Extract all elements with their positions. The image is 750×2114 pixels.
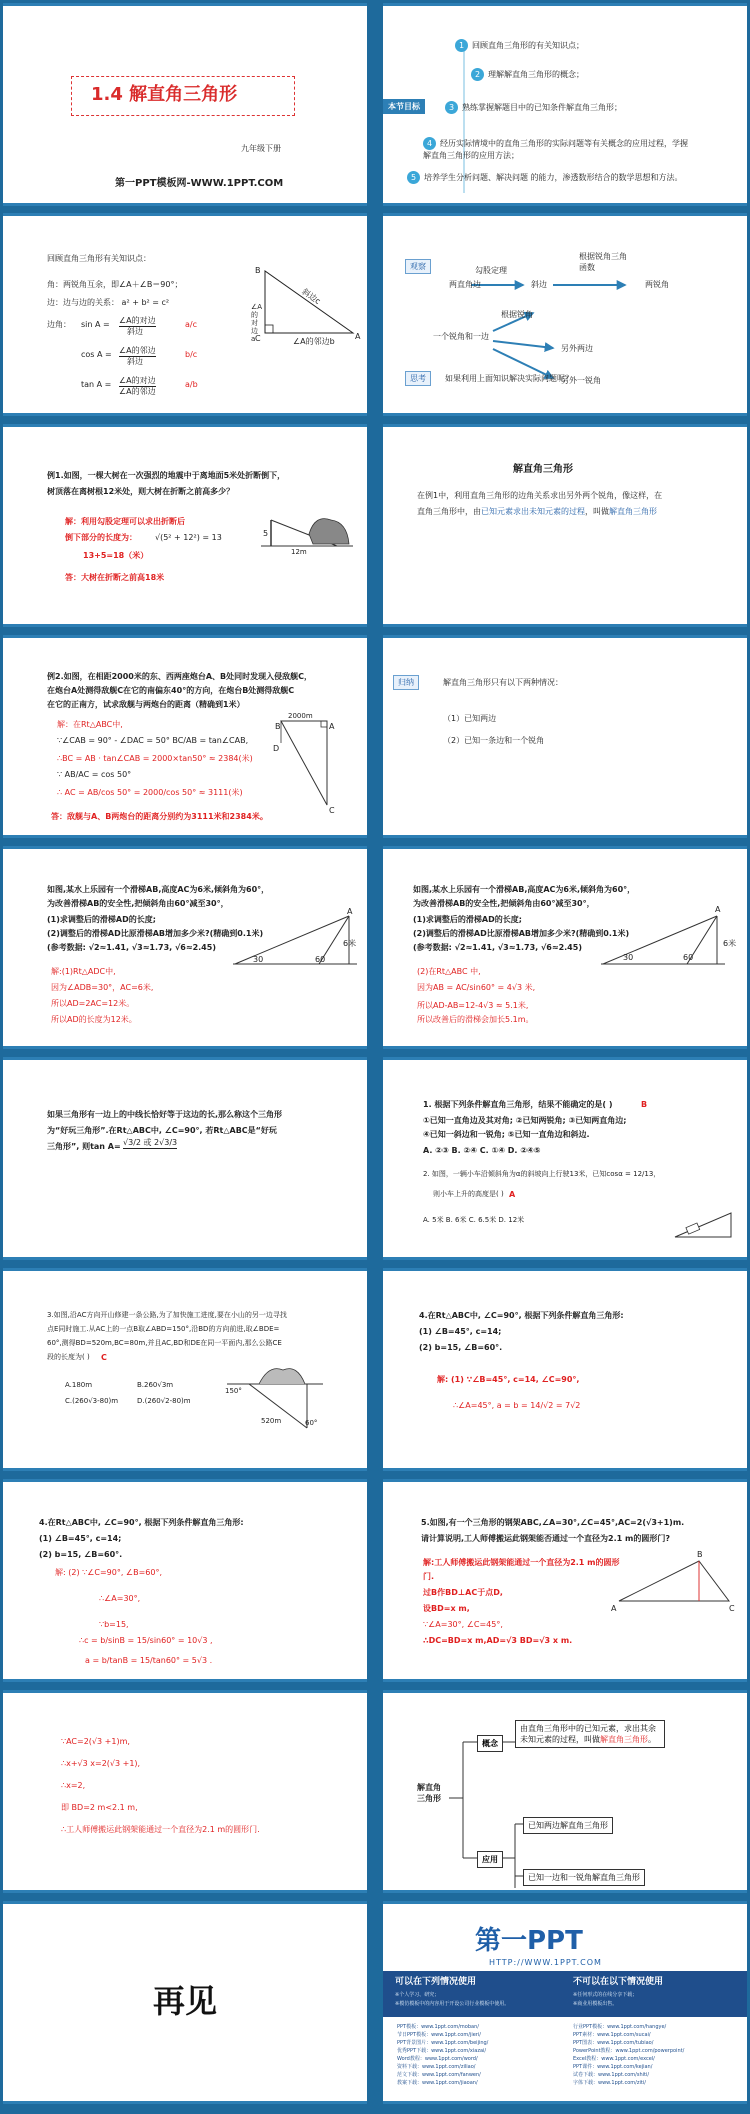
q4b-sol2: ∴∠A=30°, <box>99 1594 141 1603</box>
q1-stem: 1. 根据下列条件解直角三角形，结果不能确定的是( ) <box>423 1100 613 1109</box>
slide-sol4: 所以改善后的滑梯会加长5.1m。 <box>417 1015 534 1024</box>
slide-8 <box>383 635 747 838</box>
summary-intro: 解直角三角形只有以下两种情况： <box>443 678 563 687</box>
resource-links-right <box>573 2023 743 2087</box>
q4-sol1: 解: (1) ∵∠B=45°, c=14, ∠C=90°, <box>437 1375 580 1384</box>
q4b-part1: (1) ∠B=45°, c=14; <box>39 1534 122 1543</box>
road-line2: 点E同时施工.从AC上的一点B取∠ABD=150°,沿BD的方向前进,取∠BDE= <box>47 1325 280 1333</box>
dist-520: 520m <box>261 1417 282 1425</box>
ex1-sol4: 13+5=18（米） <box>83 551 149 560</box>
angle-30: 30 <box>623 953 634 962</box>
resource-links-left <box>397 2023 557 2087</box>
ex2-line2: 在炮台A处测得敌舰C在它的南偏东40°的方向，在炮台B处测得敌舰C <box>47 686 295 695</box>
sin-label: sin A = <box>81 320 110 329</box>
resource-link[interactable]: 优秀PPT下载：www.1ppt.com/xiazai/ <box>397 2048 487 2054</box>
slide-15 <box>3 1479 367 1682</box>
q5-line1: 5.如图,有一个三角形的钢架ABC,∠A=30°,∠C=45°,AC=2(√3+1)m. <box>421 1518 685 1527</box>
ex2-line1: 例2.如图，在相距2000米的东、西两座炮台A、B处同时发现入侵敌舰C， <box>47 672 313 681</box>
slide-sol3: 所以AD=2AC=12米。 <box>51 999 135 1008</box>
goal-2: 2 理解解直角三角形的概念； <box>471 68 584 81</box>
tan-den: ∠A的邻边 <box>119 387 156 396</box>
q1-answer: B <box>641 1100 648 1109</box>
angle-30: 30 <box>253 955 264 964</box>
q4b-sol3: ∵b=15, <box>99 1620 129 1629</box>
q5-sol4: 设BD=x m, <box>423 1604 470 1613</box>
road-line4: 段的长度为( ) <box>47 1353 90 1361</box>
resource-link[interactable]: PPT素材：www.1ppt.com/sucai/ <box>573 2032 651 2038</box>
think-question: 如果利用上面知识解决实际问题呢？ <box>445 374 573 383</box>
slide-line2: 为改善滑梯AB的安全性,把倾斜角由60°减至30°， <box>47 899 229 908</box>
vertex-b: B <box>255 266 261 275</box>
label-hyp: 斜边c <box>300 286 323 307</box>
trig-label: 边角： <box>47 320 71 329</box>
q5c-sol1: ∵AC=2(√3 +1)m, <box>61 1737 130 1746</box>
side-relation: 边：边与边的关系： a² + b² = c² <box>47 298 170 307</box>
resource-link[interactable]: Word教程：www.1ppt.com/word/ <box>397 2056 478 2062</box>
slide-5 <box>3 424 367 627</box>
pt-a: A <box>611 1604 617 1613</box>
grade-label: 九年级下册 <box>241 144 281 153</box>
ex1-sol2: 倒下部分的长度为： <box>65 533 137 542</box>
cos-den: 斜边 <box>127 357 143 366</box>
pt-c: C <box>329 806 335 815</box>
cannot-item1: ※任何形式的在线分享下载； <box>573 1992 638 1998</box>
resource-link[interactable]: PPT图表：www.1ppt.com/tubiao/ <box>573 2040 654 2046</box>
summary-tag: 归纳 <box>393 675 419 690</box>
q4-part1: (1) ∠B=45°, c=14; <box>419 1327 502 1336</box>
pt-a: A <box>715 905 721 914</box>
resource-link[interactable]: PowerPoint教程：www.1ppt.com/powerpoint/ <box>573 2048 685 2054</box>
slide-11 <box>3 1057 367 1260</box>
slide-line1: 如图,某水上乐园有一个滑梯AB,高度AC为6米,倾斜角为60°， <box>413 885 636 894</box>
slide-line4: (2)调整后的滑梯AD比原滑梯AB增加多少米?(精确到0.1米) <box>413 929 630 938</box>
node-hyp: 斜边 <box>531 280 547 289</box>
q4-stem: 4.在Rt△ABC中, ∠C=90°, 根据下列条件解直角三角形: <box>419 1311 624 1320</box>
resource-link[interactable]: PPT背景图片：www.1ppt.com/beijing/ <box>397 2040 489 2046</box>
q5c-sol5: ∴工人师傅搬运此钢架能通过一个直径为2.1 m的圆形门. <box>61 1825 260 1834</box>
slide-12 <box>383 1057 747 1260</box>
resource-link[interactable]: PPT模板：www.1ppt.com/moban/ <box>397 2024 479 2030</box>
vertex-c: C <box>255 334 261 343</box>
think-tag: 思考 <box>405 371 431 386</box>
dim-5: 5 <box>263 529 269 538</box>
q4b-sol5: a = b/tanB = 15/tan60° = 5√3 . <box>85 1656 213 1665</box>
pt-c: C <box>729 1604 735 1613</box>
slope-figure <box>673 1207 733 1241</box>
ex1-sol1: 解：利用勾股定理可以求出折断后 <box>65 517 185 526</box>
pt-a: A <box>347 907 353 916</box>
farewell-text: 再见 <box>153 1982 218 2020</box>
sin-value: a/c <box>185 320 197 329</box>
resource-link[interactable]: 范文下载：www.1ppt.com/fanwen/ <box>397 2072 481 2078</box>
slide-3 <box>3 213 367 416</box>
angle-60: 60° <box>305 1419 318 1427</box>
slide-figure <box>599 910 729 970</box>
fun-line3: 三角形”, 则tan A= <box>47 1142 121 1151</box>
site-label: 第一PPT模板网-WWW.1PPT.COM <box>115 178 284 189</box>
dim-12: 12m <box>291 548 307 556</box>
slide-sol2: 因为AB = AC/sin60° = 4√3 米, <box>417 983 536 992</box>
node-by-angle: 根据锐角 <box>501 310 533 319</box>
q5c-sol4: 即 BD=2 m<2.1 m, <box>61 1803 138 1812</box>
q2-stem2: 则小车上升的高度是( ) <box>433 1190 504 1198</box>
concept-node: 概念 <box>477 1735 503 1752</box>
battery-figure <box>271 713 361 813</box>
goal-4: 4 经历实际情境中的直角三角形的实际问题等有关概念的应用过程，学握解直角三角形的应用方法； <box>423 139 688 160</box>
apply-two-sides: 已知两边解直角三角形 <box>523 1817 613 1834</box>
pt-b: B <box>275 722 281 731</box>
slide-sol3: 所以AD-AB=12-4√3 ≈ 5.1米, <box>417 1001 529 1010</box>
concept-line1: 在例1中，利用直角三角形的边角关系求出另外两个锐角，像这样，在 <box>417 491 663 500</box>
q5-sol5: ∵∠A=30°, ∠C=45°, <box>423 1620 503 1629</box>
slide-line3: (1)求调整后的滑梯AD的长度; <box>413 915 522 924</box>
slide-13 <box>3 1268 367 1471</box>
q1-opts2: ④已知一斜边和一锐角; ⑤已知一直角边和斜边. <box>423 1130 590 1139</box>
cover-title: 1.4 解直角三角形 <box>91 84 238 105</box>
sin-num: ∠A的对边 <box>119 316 156 325</box>
cannot-heading: 不可以在以下情况使用 <box>573 1977 664 1987</box>
cos-value: b/c <box>185 350 198 359</box>
slide-2 <box>383 3 747 206</box>
cannot-item2: ※商业用模板出售。 <box>573 2001 618 2007</box>
ex2-line3: 在它的正南方，试求敌舰与两炮台的距离（精确到1米） <box>47 700 245 709</box>
slide-sol4: 所以AD的长度为12米。 <box>51 1015 137 1024</box>
resource-link[interactable]: 资料下载：www.1ppt.com/ziliao/ <box>397 2064 476 2070</box>
ex1-line1: 例1.如图，一棵大树在一次强烈的地震中于离地面5米处折断倒下， <box>47 471 286 480</box>
frame-figure <box>613 1553 733 1613</box>
ex2-sol2: ∵∠CAB = 90° - ∠DAC = 50° BC/AB = tan∠CAB, <box>57 736 249 745</box>
slide-sol1: 解:(1)Rt△ADC中, <box>51 967 116 976</box>
road-answer: C <box>101 1353 107 1362</box>
height-label: 6米 <box>723 939 737 948</box>
q1-choices: A. ②③ B. ②④ C. ①④ D. ②④⑤ <box>423 1146 541 1155</box>
slide-18 <box>383 1690 747 1893</box>
slide-14 <box>383 1268 747 1471</box>
case-2: （2）已知一条边和一个锐角 <box>443 736 545 745</box>
slide-figure <box>231 910 361 970</box>
slide-line5: (参考数据: √2≈1.41, √3≈1.73, √6≈2.45) <box>47 943 216 952</box>
can-heading: 可以在下列情况使用 <box>395 1977 477 1987</box>
fun-line2: 为“好玩三角形”.在Rt△ABC中, ∠C=90°, 若Rt△ABC是“好玩 <box>47 1126 277 1135</box>
slide-16 <box>383 1479 747 1682</box>
goal-3: 3 熟练掌握解题目中的已知条件解直角三角形； <box>445 101 622 114</box>
slide-10 <box>383 846 747 1049</box>
right-triangle-figure <box>253 263 363 343</box>
q4b-part2: (2) b=15, ∠B=60°. <box>39 1550 123 1559</box>
tan-value: a/b <box>185 380 198 389</box>
q2-choices: A. 5米 B. 6米 C. 6.5米 D. 12米 <box>423 1216 525 1224</box>
node-other-sides: 另外两边 <box>561 344 593 353</box>
q5-sol2: 门. <box>423 1572 435 1581</box>
resource-link[interactable]: 试卷下载：www.1ppt.com/shiti/ <box>573 2072 650 2078</box>
node-acute: 两锐角 <box>645 280 669 289</box>
node-other-angle: 另外一锐角 <box>561 376 601 385</box>
ex1-answer: 答：大树在折断之前高18米 <box>65 573 165 582</box>
resource-link[interactable]: 行业PPT模板：www.1ppt.com/hangye/ <box>573 2024 667 2030</box>
brand-logo: 第一PPT <box>475 1926 583 1956</box>
opt-b: B.260√3m <box>137 1381 174 1389</box>
resource-link[interactable]: Excel教程：www.1ppt.com/excel/ <box>573 2056 655 2062</box>
case-1: （1）已知两边 <box>443 714 497 723</box>
q4b-stem: 4.在Rt△ABC中, ∠C=90°, 根据下列条件解直角三角形: <box>39 1518 244 1527</box>
node-angle-side: 一个锐角和一边 <box>433 332 489 341</box>
height-label: 6米 <box>343 939 357 948</box>
concept-title: 解直角三角形 <box>513 464 573 475</box>
resource-link[interactable]: PPT课件：www.1ppt.com/kejian/ <box>573 2064 653 2070</box>
ex2-answer: 答：敌舰与A、B两炮台的距离分别约为3111米和2384米。 <box>51 812 268 821</box>
label-opp: ∠A的对边a <box>251 303 263 343</box>
mindmap-root: 解直角三角形 <box>417 1783 441 1803</box>
opt-c: C.(260√3-80)m <box>65 1397 119 1405</box>
tan-num: ∠A的对边 <box>119 376 156 385</box>
can-item1: ※个人学习、研究； <box>395 1992 440 1998</box>
q5-sol6: ∴DC=BD=x m,AD=√3 BD=√3 x m. <box>423 1636 573 1645</box>
dist-label: 2000m <box>288 712 313 720</box>
pt-d: D <box>273 744 280 753</box>
vertex-a: A <box>355 332 361 341</box>
q2-answer: A <box>509 1190 516 1199</box>
q5c-sol2: ∴x+√3 x=2(√3 +1), <box>61 1759 141 1768</box>
resource-link[interactable]: 教案下载：www.1ppt.com/jiaoan/ <box>397 2080 478 2086</box>
angle-60: 60 <box>683 953 694 962</box>
sin-den: 斜边 <box>127 327 143 336</box>
slide-line4: (2)调整后的滑梯AD比原滑梯AB增加多少米?(精确到0.1米) <box>47 929 264 938</box>
ex1-line2: 树顶落在离树根12米处，则大树在折断之前高多少？ <box>47 487 235 496</box>
apply-node: 应用 <box>477 1851 503 1868</box>
cos-label: cos A = <box>81 350 112 359</box>
q4-part2: (2) b=15, ∠B=60°. <box>419 1343 503 1352</box>
road-line3: 60°,测得BD=520m,BC=80m,并且AC,BD和DE在同一平面内,那么公路CE <box>47 1339 282 1347</box>
goal-5: 5 培养学生分析问题、解决问题 的能力，渗透数形结合的数学思想和方法。 <box>407 171 737 184</box>
review-heading: 回顾直角三角形有关知识点： <box>47 254 151 263</box>
angle-150: 150° <box>225 1387 242 1395</box>
ex2-sol5: ∴ AC = AB/cos 50° = 2000/cos 50° ≈ 3111(米) <box>57 788 243 797</box>
slide-20 <box>383 1901 747 2104</box>
slide-line3: (1)求调整后的滑梯AD的长度; <box>47 915 156 924</box>
ex2-sol4: ∵ AB/AC = cos 50° <box>57 770 132 779</box>
slide-line5: (参考数据: √2≈1.41, √3≈1.73, √6≈2.45) <box>413 943 582 952</box>
concept-def: 由直角三角形中的已知元素，求出其余未知元素的过程，叫做解直角三角形。 <box>515 1720 665 1748</box>
fun-line1: 如果三角形有一边上的中线长恰好等于这边的长,那么称这个三角形 <box>47 1110 283 1119</box>
slide-6 <box>383 424 747 627</box>
tree-figure <box>257 506 357 554</box>
q1-opts1: ①已知一直角边及其对角; ②已知两锐角; ③已知两直角边; <box>423 1116 627 1125</box>
slide-1 <box>3 3 367 206</box>
q5c-sol3: ∴x=2, <box>61 1781 86 1790</box>
resource-link[interactable]: 节日PPT模板：www.1ppt.com/jieri/ <box>397 2032 481 2038</box>
q5-line2: 请计算说明,工人师傅搬运此钢架能否通过一个直径为2.1 m的圆形门? <box>421 1534 670 1543</box>
resource-link[interactable]: 字体下载：www.1ppt.com/ziti/ <box>573 2080 646 2086</box>
node-two-legs: 两直角边 <box>449 280 481 289</box>
slide-19 <box>3 1901 367 2104</box>
ex1-sol3: √(5² + 12²) = 13 <box>155 533 222 542</box>
slide-sol1: (2)在Rt△ABC 中, <box>417 967 481 976</box>
fun-answer: √3/2 或 2√3/3 <box>123 1138 178 1147</box>
brand-url[interactable]: HTTP://WWW.1PPT.COM <box>489 1958 602 1967</box>
opt-d: D.(260√2-80)m <box>137 1397 191 1405</box>
opt-a: A.180m <box>65 1381 93 1389</box>
ex2-sol3: ∴BC = AB · tan∠CAB = 2000×tan50° ≈ 2384(米) <box>57 754 253 763</box>
ex2-sol1: 解：在Rt△ABC中, <box>57 720 123 729</box>
angle-relation: 角：两锐角互余，即∠A＋∠B＝90°； <box>47 280 183 289</box>
q5-sol3: 过B作BD⊥AC于点D, <box>423 1588 503 1597</box>
cos-num: ∠A的邻边 <box>119 346 156 355</box>
slide-4 <box>383 213 747 416</box>
slide-17 <box>3 1690 367 1893</box>
node-pythag: 勾股定理 <box>475 266 507 275</box>
goals-badge: 本节目标 <box>383 99 425 114</box>
angle-60: 60 <box>315 955 326 964</box>
can-item2: ※模仿模板中的内容用于开设公司行业模板中使用。 <box>395 2001 510 2007</box>
observe-tag: 观察 <box>405 259 431 274</box>
slide-7 <box>3 635 367 838</box>
apply-side-angle: 已知一边和一锐角解直角三角形 <box>523 1869 645 1886</box>
slide-sol2: 因为∠ADB=30°，AC=6米, <box>51 983 154 992</box>
slide-line1: 如图,某水上乐园有一个滑梯AB,高度AC为6米,倾斜角为60°， <box>47 885 270 894</box>
tan-label: tan A = <box>81 380 112 389</box>
q4b-sol4: ∴c = b/sinB = 15/sin60° = 10√3 , <box>79 1636 213 1645</box>
q2-stem: 2. 如图，一辆小车沿倾斜角为α的斜坡向上行驶13米，已知cosα = 12/13， <box>423 1170 661 1178</box>
goal-1: 1 回顾直角三角形的有关知识点； <box>455 39 584 52</box>
q4b-sol1: 解: (2) ∵∠C=90°, ∠B=60°, <box>55 1568 163 1577</box>
pt-a: A <box>329 722 335 731</box>
label-adj: ∠A的邻边b <box>293 337 335 346</box>
pt-b: B <box>697 1550 703 1559</box>
road-line1: 3.如图,沿AC方向开山修建一条公路,为了加快施工进度,要在小山的另一边寻找 <box>47 1311 287 1319</box>
slide-line2: 为改善滑梯AB的安全性,把倾斜角由60°减至30°， <box>413 899 595 908</box>
q5-sol1: 解:工人师傅搬运此钢架能通过一个直径为2.1 m的圆形 <box>423 1558 620 1567</box>
slide-9 <box>3 846 367 1049</box>
node-trig: 根据锐角三角函数 <box>579 252 627 272</box>
q4-sol2: ∴∠A=45°, a = b = 14/√2 = 7√2 <box>453 1401 581 1410</box>
concept-line2: 直角三角形中，由已知元素求出未知元素的过程，叫做解直角三角形 <box>417 507 657 516</box>
